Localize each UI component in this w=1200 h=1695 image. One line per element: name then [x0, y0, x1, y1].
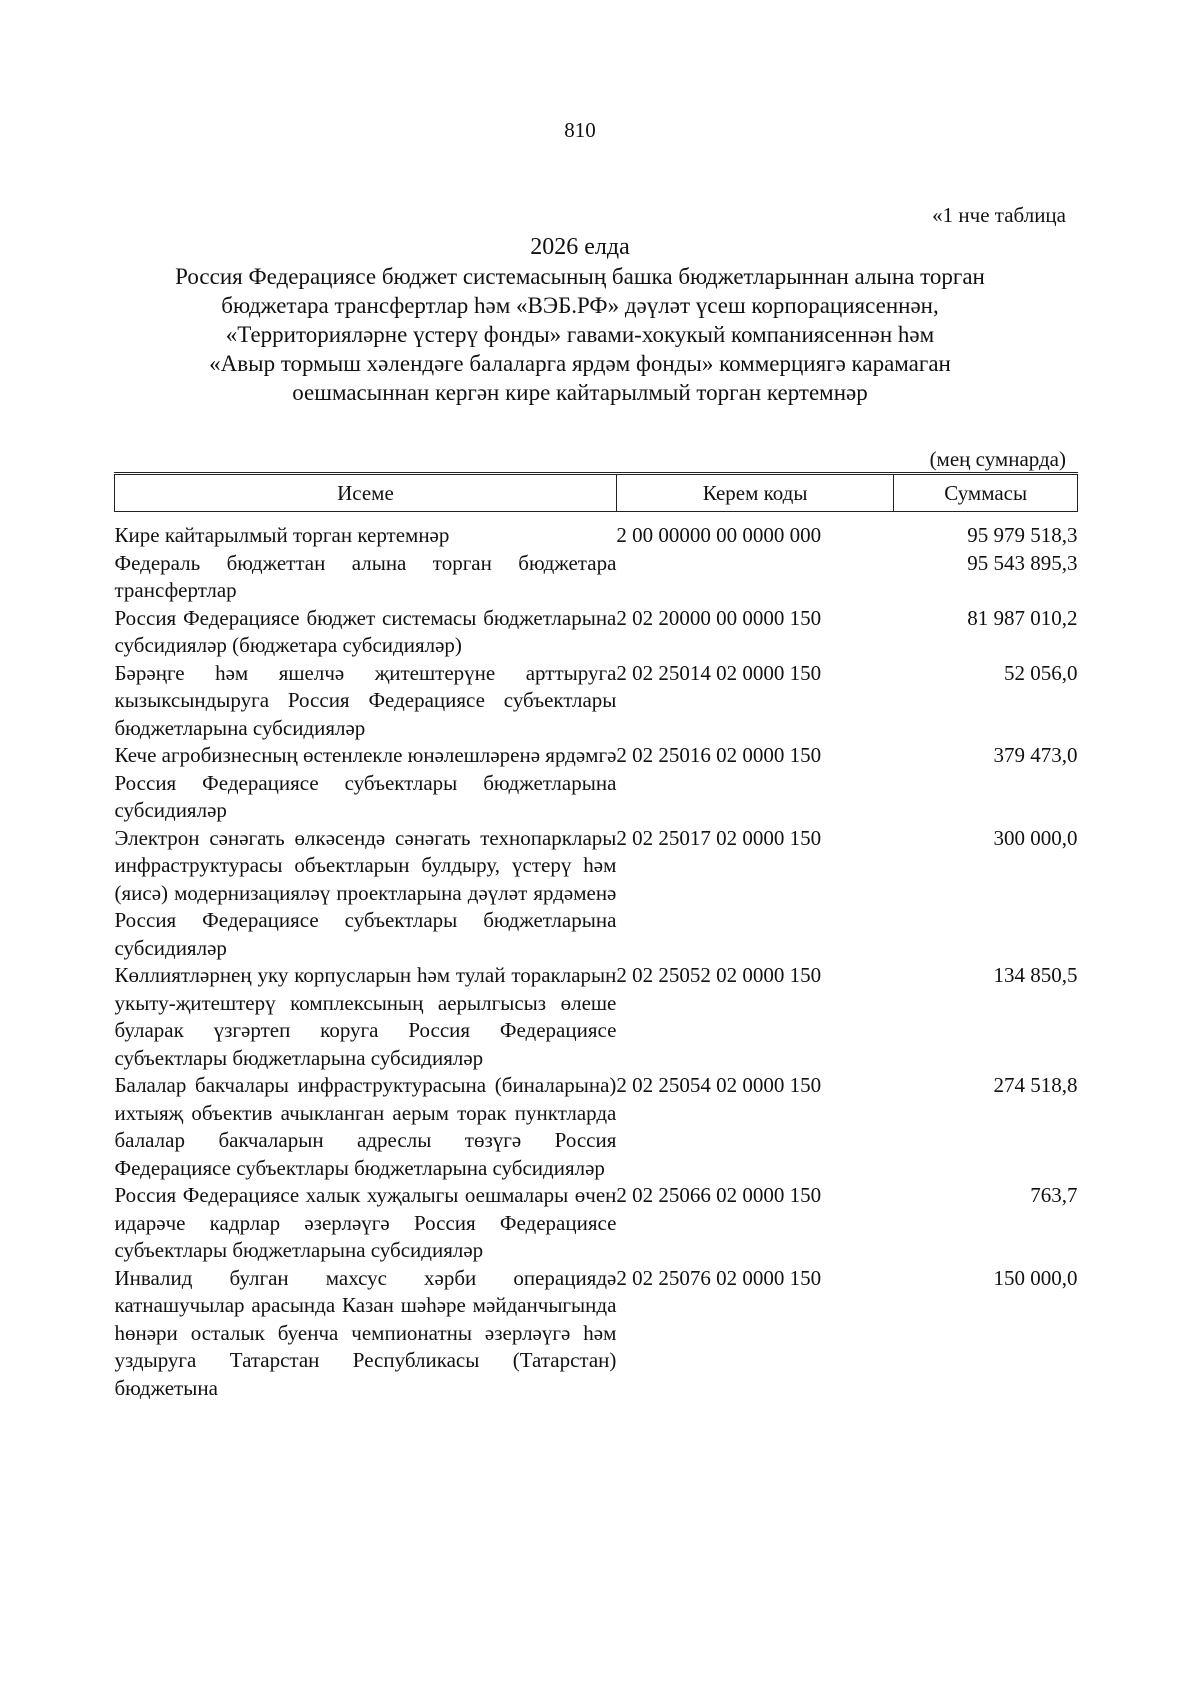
table-row [115, 742, 1078, 825]
table-row [115, 962, 1078, 1072]
header-amount: Суммасы [894, 474, 1078, 512]
row-amount-cell: 134 850,5 [993, 963, 1078, 987]
row-name-cell: Көллиятләрнең уку корпусларын һәм тулай торакларын укыту-җитештерү комплексының аерылгысыз өлеше буларак үзгәртеп коруга Россия Федерациясе субъектлары бюджетларына субсидияләр [114, 963, 617, 1070]
table-header-row [115, 474, 1078, 512]
table-row [115, 1265, 1078, 1403]
row-amount-cell: 379 473,0 [993, 743, 1078, 767]
title-line: Россия Федерациясе бюджет системасының башка бюджетларыннан алына торган [175, 264, 985, 289]
table-label: «1 нче таблица [932, 203, 1066, 227]
row-code-cell: 2 02 20000 00 0000 150 [616, 605, 822, 630]
row-amount-cell: 300 000,0 [993, 825, 1078, 850]
header-name: Исеме [115, 474, 617, 512]
row-amount-cell: 95 979 518,3 [967, 523, 1078, 547]
row-name-cell: Россия Федерациясе бюджет системасы бюджетларына субсидияләр (бюджетара субсидияләр) [114, 605, 617, 657]
row-name-cell: Россия Федерациясе халык хуҗалыгы оешмалары өчен идарәче кадрлар әзерләүгә Россия Федерациясе субъектлары бюджетларына субсидияләр [114, 1183, 617, 1262]
row-amount-cell: 274 518,8 [993, 1073, 1078, 1097]
table-row [115, 605, 1078, 660]
row-code-cell: 2 02 25016 02 0000 150 [616, 743, 822, 767]
table-row [115, 1072, 1078, 1182]
table-row [115, 512, 1078, 550]
title-line: «Авыр тормыш хәлендәге балаларга ярдәм фонды» коммерциягә карамаган [209, 351, 951, 376]
row-amount-cell: 150 000,0 [993, 1265, 1078, 1290]
row-amount-cell: 763,7 [1030, 1183, 1078, 1207]
title-line: бюджетара трансфертлар һәм «ВЭБ.РФ» дәүләт үсеш корпорациясеннән, [221, 293, 939, 318]
title-line: 2026 елда [530, 234, 630, 260]
row-name-cell: Кире кайтарылмый торган кертемнәр [114, 523, 450, 547]
revenue-table [114, 472, 1078, 1402]
table-body [115, 512, 1078, 1403]
title-line: оешмасыннан кергән кире кайтарылмый торган кертемнәр [292, 380, 868, 405]
table-row [115, 1182, 1078, 1265]
document-title [95, 233, 1065, 407]
row-code-cell: 2 02 25017 02 0000 150 [616, 825, 822, 850]
row-name-cell: Федераль бюджеттан алына торган бюджетара трансфертлар [114, 550, 617, 602]
table-row [115, 660, 1078, 743]
row-code-cell [616, 550, 893, 605]
row-amount-cell: 81 987 010,2 [967, 605, 1078, 630]
row-code-cell: 2 00 00000 00 0000 000 [616, 523, 822, 547]
row-amount-cell: 95 543 895,3 [967, 550, 1078, 575]
table-row [115, 550, 1078, 605]
row-amount-cell: 52 056,0 [1004, 660, 1078, 685]
row-name-cell: Электрон сәнәгать өлкәсендә сәнәгать технопарклары инфраструктурасы объектларын булдыру, үстерү һәм (яисә) модернизацияләү проектларына дәүләт ярдәменә Россия Федерациясе субъектлары бюджетларына субсидияләр [114, 825, 617, 960]
row-name-cell: Кече агробизнесның өстенлекле юнәлешләренә ярдәмгә Россия Федерациясе субъектлары бюджетларына субсидияләр [114, 743, 617, 822]
header-code: Керем коды [616, 474, 893, 512]
page-number: 810 [564, 118, 596, 142]
table-row [115, 825, 1078, 963]
row-name-cell: Инвалид булган махсус хәрби операциядә катнашучылар арасында Казан шәһәре мәйданчыгында һөнәри осталык буенча чемпионатны әзерләүгә һәм уздыруга Татарстан Республикасы (Татарстан) бюджетына [114, 1265, 617, 1400]
title-line: «Территорияләрне үстерү фонды» гавами-хокукый компаниясеннән һәм [225, 322, 935, 347]
units-note: (мең сумнарда) [929, 447, 1066, 471]
row-name-cell: Бәрәңге һәм яшелчә җитештерүне арттыруга кызыксындыруга Россия Федерациясе субъектлары бюджетларына субсидияләр [114, 660, 617, 740]
row-code-cell: 2 02 25014 02 0000 150 [616, 660, 822, 685]
row-name-cell: Балалар бакчалары инфраструктурасына (биналарына) ихтыяҗ объектив ачыкланган аерым торак пунктларда балалар бакчаларын адреслы төзүгә Россия Федерациясе субъектлары бюджетларына субсидияләр [114, 1073, 617, 1180]
row-code-cell: 2 02 25052 02 0000 150 [616, 963, 822, 987]
row-code-cell: 2 02 25066 02 0000 150 [616, 1183, 822, 1207]
row-code-cell: 2 02 25054 02 0000 150 [616, 1073, 822, 1097]
row-code-cell: 2 02 25076 02 0000 150 [616, 1265, 822, 1290]
